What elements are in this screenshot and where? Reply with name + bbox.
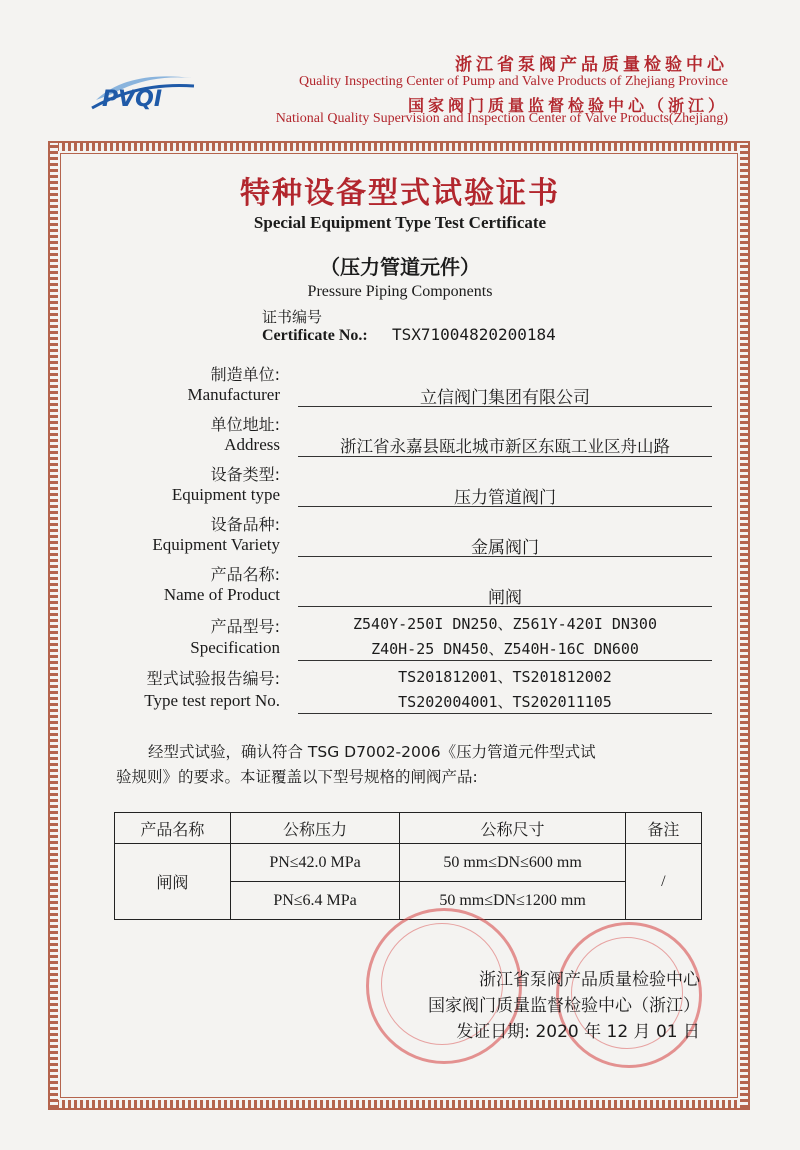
report-no-value-1: TS201812001、TS201812002	[398, 668, 612, 686]
manufacturer-value: 立信阀门集团有限公司	[420, 388, 590, 408]
equipment-variety-underline	[298, 556, 712, 557]
remark-cell: /	[625, 844, 701, 920]
table-row	[115, 844, 702, 882]
specification-underline	[298, 660, 712, 661]
address-label-en: Address	[224, 435, 280, 454]
address-underline	[298, 456, 712, 457]
org-name-en-2: National Quality Supervision and Inspection Center of Valve Products(Zhejiang)	[275, 111, 728, 126]
certificate-title-en: Special Equipment Type Test Certificate	[253, 213, 547, 232]
product-name-label-cn: 产品名称:	[210, 565, 280, 584]
equipment-variety-label-cn: 设备品种:	[210, 515, 280, 534]
org-name-cn-2: 国家阀门质量监督检验中心（浙江）	[407, 96, 728, 115]
product-name-label-en: Name of Product	[163, 585, 280, 604]
issuer-line-2: 国家阀门质量监督检验中心（浙江）	[428, 996, 700, 1016]
address-label-cn: 单位地址:	[210, 415, 280, 434]
header-nominal-pressure: 公称压力	[230, 813, 400, 844]
svg-text:PVQI: PVQI	[102, 87, 163, 112]
certificate-subtitle-cn: （压力管道元件）	[320, 255, 480, 279]
product-name-value: 闸阀	[488, 588, 522, 608]
product-name-underline	[298, 606, 712, 607]
report-no-label-en: Type test report No.	[144, 691, 280, 710]
certificate-subtitle-en: Pressure Piping Components	[307, 283, 493, 300]
size-cell: 50 mm≤DN≤1200 mm	[400, 882, 625, 920]
manufacturer-label-cn: 制造单位:	[210, 365, 280, 384]
manufacturer-underline	[298, 406, 712, 407]
certificate-number: TSX71004820200184	[392, 325, 556, 344]
pressure-cell: PN≤6.4 MPa	[230, 882, 400, 920]
issuer-line-1: 浙江省泵阀产品质量检验中心	[479, 970, 700, 990]
specification-value-2: Z40H-25 DN450、Z540H-16C DN600	[371, 640, 639, 658]
product-cell: 闸阀	[115, 844, 231, 920]
equipment-type-label-cn: 设备类型:	[210, 465, 280, 484]
border-pattern-bottom	[50, 1100, 748, 1108]
equipment-variety-value: 金属阀门	[471, 538, 539, 558]
report-no-underline	[298, 713, 712, 714]
pressure-cell: PN≤42.0 MPa	[230, 844, 400, 882]
equipment-type-value: 压力管道阀门	[454, 488, 556, 508]
table-header-row	[115, 813, 702, 844]
header-nominal-size: 公称尺寸	[400, 813, 625, 844]
header-product-name: 产品名称	[115, 813, 231, 844]
certificate-header	[0, 0, 800, 130]
report-no-value-2: TS202004001、TS202011105	[398, 693, 612, 711]
address-value: 浙江省永嘉县瓯北城市新区东瓯工业区舟山路	[340, 437, 670, 456]
manufacturer-label-en: Manufacturer	[187, 385, 280, 404]
org-name-en-1: Quality Inspecting Center of Pump and Valve Products of Zhejiang Province	[299, 74, 728, 89]
scope-table	[114, 812, 702, 920]
equipment-type-label-en: Equipment type	[171, 485, 280, 504]
report-no-label-cn: 型式试验报告编号:	[146, 669, 280, 688]
size-cell: 50 mm≤DN≤600 mm	[400, 844, 625, 882]
equipment-variety-label-en: Equipment Variety	[152, 535, 280, 554]
statement-line-2: 验规则》的要求。本证覆盖以下型号规格的闸阀产品:	[116, 768, 478, 786]
org-name-cn-1: 浙江省泵阀产品质量检验中心	[455, 55, 728, 75]
pvqi-logo	[88, 64, 198, 116]
specification-label-en: Specification	[190, 638, 280, 657]
header-remark: 备注	[625, 813, 701, 844]
certificate-number-label-en: Certificate No.:	[262, 327, 368, 344]
issue-date: 发证日期: 2020 年 12 月 01 日	[456, 1022, 700, 1042]
border-pattern-top	[50, 143, 748, 151]
certificate-title-cn: 特种设备型式试验证书	[240, 176, 560, 211]
specification-label-cn: 产品型号:	[210, 617, 280, 636]
certificate-number-label-cn: 证书编号	[262, 308, 323, 326]
equipment-type-underline	[298, 506, 712, 507]
specification-value-1: Z540Y-250I DN250、Z561Y-420I DN300	[353, 615, 657, 633]
statement-line-1: 经型式试验，确认符合 TSG D7002-2006《压力管道元件型式试	[148, 743, 596, 761]
